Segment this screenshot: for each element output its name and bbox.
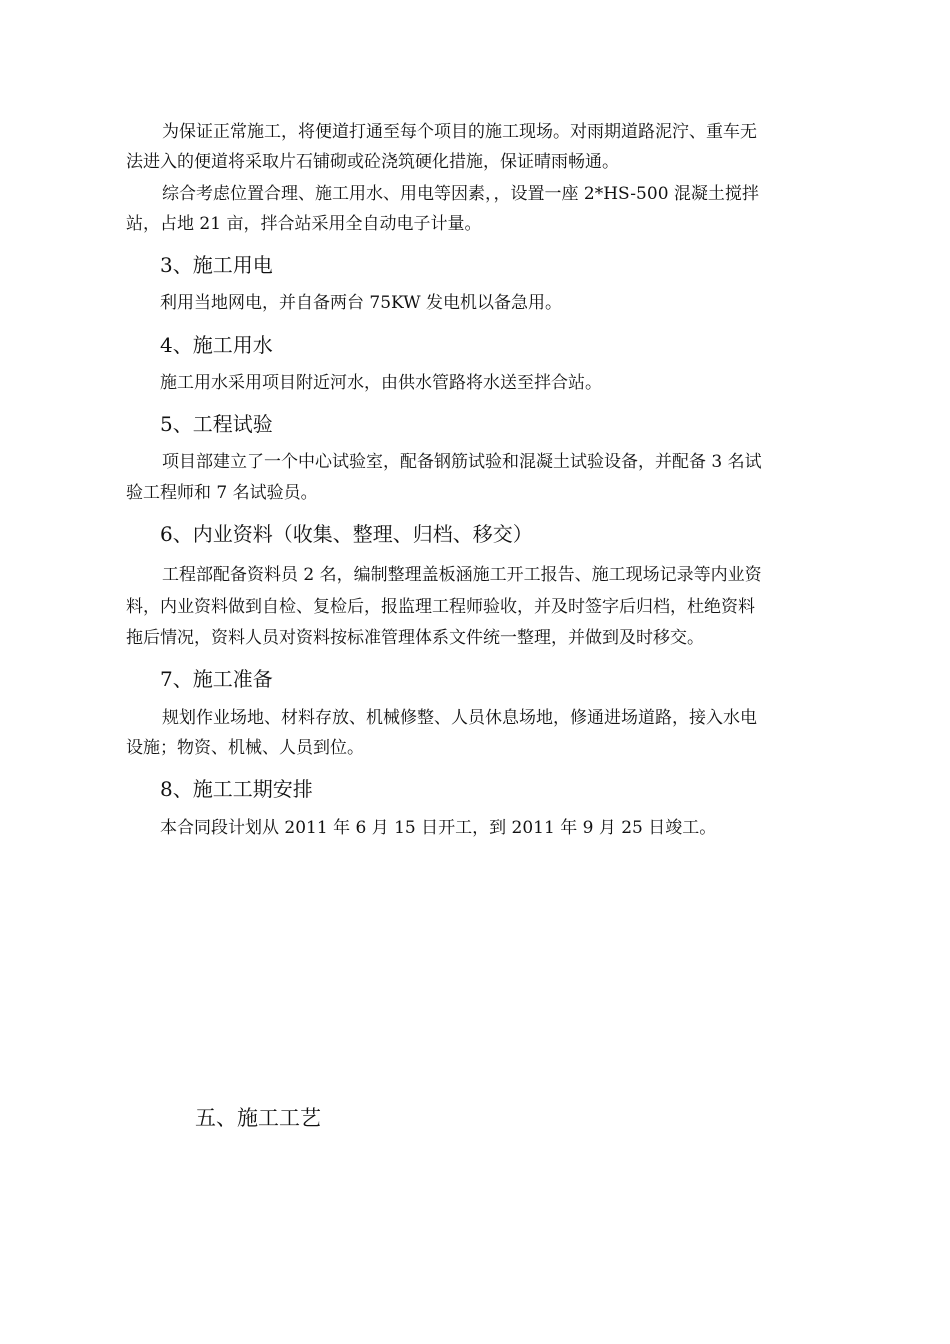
section-7-line2: 设施；物资、机械、人员到位。: [126, 738, 364, 758]
section-4-line1: 施工用水采用项目附近河水，由供水管路将水送至拌合站。: [160, 373, 602, 393]
intro-p2-line2: 站，占地 21 亩，拌合站采用全自动电子计量。: [126, 214, 482, 234]
section-6-line2: 料，内业资料做到自检、复检后，报监理工程师验收，并及时签字后归档，杜绝资料: [126, 597, 755, 617]
section-7-heading: 7、施工准备: [160, 667, 273, 691]
section-6-line3: 拖后情况，资料人员对资料按标准管理体系文件统一整理，并做到及时移交。: [126, 628, 704, 648]
section-3-heading: 3、施工用电: [160, 253, 273, 277]
section-6-line1: 工程部配备资料员 2 名，编制整理盖板涵施工开工报告、施工现场记录等内业资: [162, 565, 762, 585]
chapter-title: 五、施工工艺: [195, 1106, 321, 1130]
section-7-line1: 规划作业场地、材料存放、机械修整、人员休息场地，修通进场道路，接入水电: [162, 708, 757, 728]
section-8-heading: 8、施工工期安排: [160, 777, 313, 801]
section-4-heading: 4、施工用水: [160, 333, 273, 357]
section-5-heading: 5、工程试验: [160, 412, 273, 436]
section-5-line2: 验工程师和 7 名试验员。: [126, 483, 318, 503]
intro-p1-line2: 法进入的便道将采取片石铺砌或砼浇筑硬化措施，保证晴雨畅通。: [126, 152, 619, 172]
section-6-heading: 6、内业资料（收集、整理、归档、移交）: [160, 522, 533, 546]
intro-p1-line1: 为保证正常施工，将便道打通至每个项目的施工现场。对雨期道路泥泞、重车无: [162, 122, 757, 142]
section-3-line1: 利用当地网电，并自备两台 75KW 发电机以备急用。: [160, 293, 563, 313]
section-5-line1: 项目部建立了一个中心试验室，配备钢筋试验和混凝土试验设备，并配备 3 名试: [162, 452, 762, 472]
intro-p2-line1: 综合考虑位置合理、施工用水、用电等因素，，设置一座 2*HS-500 混凝土搅拌: [162, 184, 759, 204]
section-8-line1: 本合同段计划从 2011 年 6 月 15 日开工，到 2011 年 9 月 25 日竣工。: [160, 818, 717, 838]
